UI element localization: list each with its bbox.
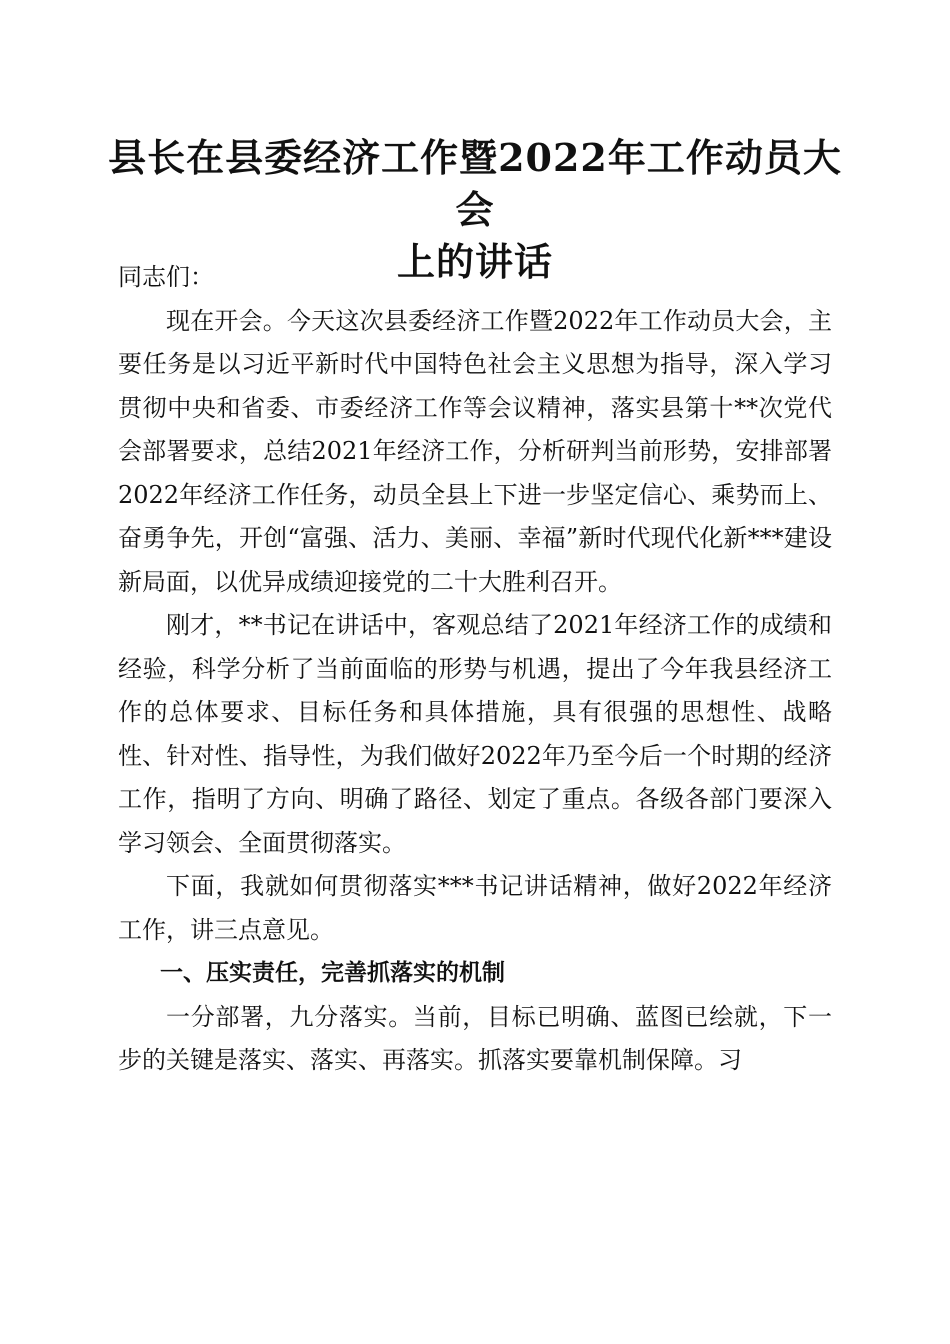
section-1-paragraph: 一分部署，九分落实。当前，目标已明确、蓝图已绘就，下一步的关键是落实、落实、再落实。抓落实要靠机制保障。习	[118, 1002, 832, 1074]
greeting: 同志们：	[118, 263, 214, 291]
paragraph-2: 刚才，**书记在讲话中，客观总结了2021年经济工作的成绩和经验，科学分析了当前面临的形势与机遇，提出了今年我县经济工作的总体要求、目标任务和具体措施，具有很强的思想性、战略性、针对性、指导性，为我们做好2022年乃至今后一个时期的经济工作，指明了方向、明确了路径、划定了重点。各级各部门要深入学习领会、全面贯彻落实。	[118, 611, 832, 857]
paragraph-3: 下面，我就如何贯彻落实***书记讲话精神，做好2022年经济工作，讲三点意见。	[118, 872, 832, 944]
paragraph-1: 现在开会。今天这次县委经济工作暨2022年工作动员大会，主要任务是以习近平新时代中国特色社会主义思想为指导，深入学习贯彻中央和省委、市委经济工作等会议精神，落实县第十**次党代会部署要求，总结2021年经济工作，分析研判当前形势，安排部署2022年经济工作任务，动员全县上下进一步坚定信心、乘势而上、奋勇争先，开创“富强、活力、美丽、幸福”新时代现代化新***建设新局面，以优异成绩迎接党的二十大胜利召开。	[118, 306, 832, 596]
document-body	[118, 256, 832, 1083]
section-heading-1: 一、压实责任，完善抓落实的机制	[160, 960, 505, 986]
title-line-1: 县长在县委经济工作暨2022年工作动员大会	[108, 135, 842, 232]
title-line-2: 上的讲话	[396, 239, 553, 284]
